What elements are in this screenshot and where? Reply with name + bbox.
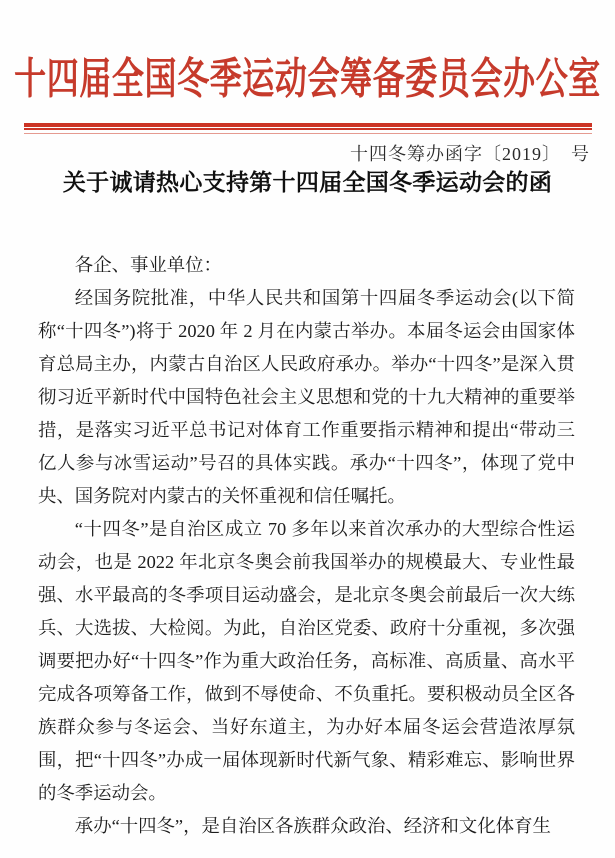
letter-title: 关于诚请热心支持第十四届全国冬季运动会的函: [62, 170, 553, 195]
red-rule-medium: [24, 128, 592, 130]
body-paragraph: “十四冬”是自治区成立 70 多年以来首次承办的大型综合性运动会，也是 2022 年北京冬奥会前我国举办的规模最大、专业性最强、水平最高的冬季项目运动盛会，是北京冬奥会前最后一次大练兵、大选拔、大检阅。为此，自治区党委、政府十分重视，多次强调要把办好“十四冬”作为重大政治任务，高标准、高质量、高水平完成各项筹备工作，做到不辱使命、不负重托。要积极动员全区各族群众参与冬运会、当好东道主，为办好本届冬运会营造浓厚氛围，把“十四冬”办成一届体现新时代新气象、精彩难忘、影响世界的冬季运动会。: [38, 519, 575, 803]
letterhead-title: 十四届全国冬季运动会筹备委员会办公室: [14, 54, 601, 103]
red-separator-rules: [24, 123, 592, 134]
red-rule-thin: [24, 133, 592, 134]
body-paragraph: 经国务院批准，中华人民共和国第十四届冬季运动会(以下简称“十四冬”)将于 2020 年 2 月在内蒙古举办。本届冬运会由国家体育总局主办，内蒙古自治区人民政府承办。举办“十四冬”是深入贯彻习近平新时代中国特色社会主义思想和党的十九大精神的重要举措，是落实习近平总书记对体育工作重要指示精神和提出“带动三亿人参与冰雪运动”号召的具体实践。承办“十四冬”，体现了党中央、国务院对内蒙古的关怀重视和信任嘱托。: [38, 288, 575, 506]
letterhead: [0, 48, 615, 103]
red-rule-thick: [24, 123, 592, 127]
letter-body: [38, 249, 575, 843]
document-reference-number: 十四冬筹办函字〔2019〕 号: [350, 144, 590, 164]
body-paragraph-truncated: 承办“十四冬”，是自治区各族群众政治、经济和文化体育生: [74, 816, 551, 836]
salutation: 各企、事业单位：: [74, 255, 222, 275]
